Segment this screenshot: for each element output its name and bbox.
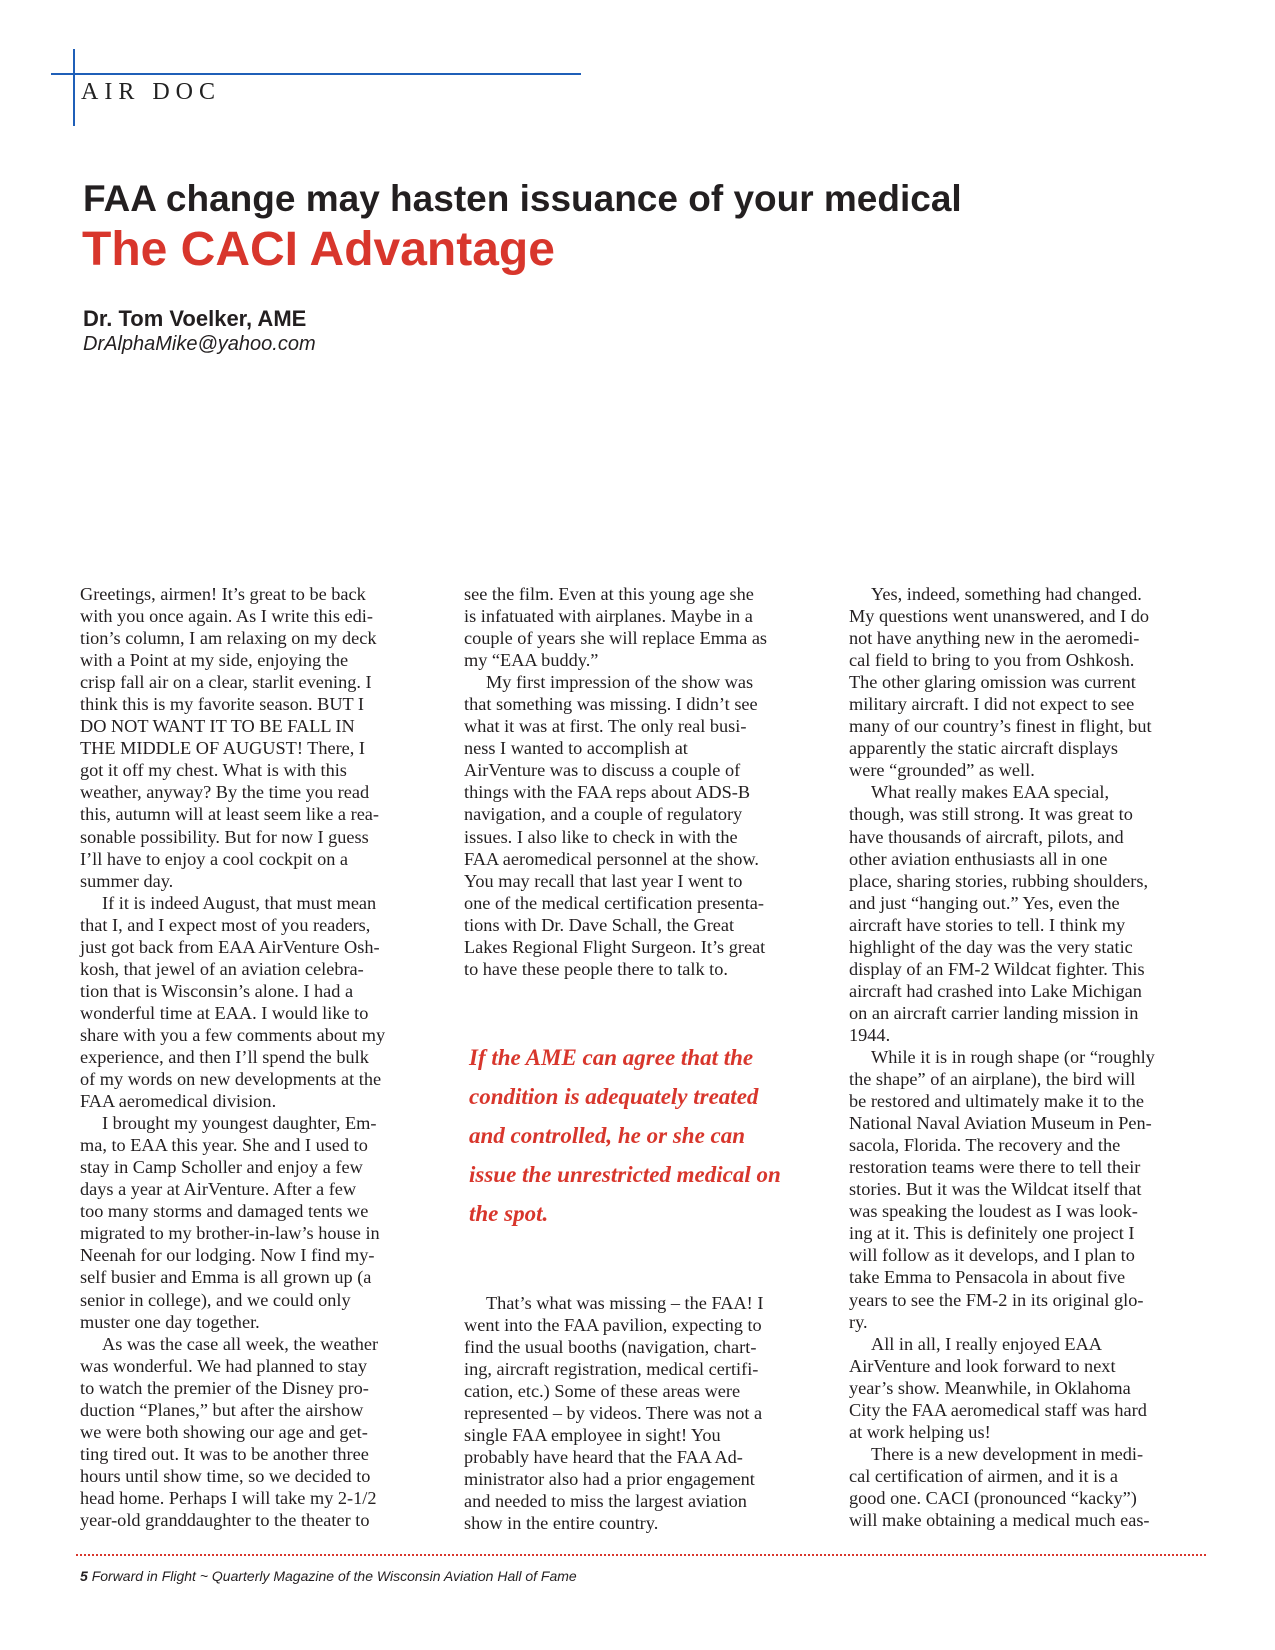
- text-line: ing at it. This is definitely one project I: [849, 1223, 1135, 1244]
- text-line: couple of years she will replace Emma as: [464, 628, 768, 649]
- text-line: tions with Dr. Dave Schall, the Great: [464, 914, 735, 935]
- text-line: issues. I also like to check in with the: [464, 826, 738, 847]
- text-line: too many storms and damaged tents we: [80, 1201, 369, 1222]
- text-line: ting tired out. It was to be another three: [80, 1443, 369, 1464]
- text-line: AirVenture and look forward to next: [849, 1355, 1116, 1376]
- text-line: While it is in rough shape (or “roughly: [871, 1046, 1155, 1067]
- text-line: will make obtaining a medical much eas-: [849, 1509, 1150, 1530]
- text-line: other aviation enthusiasts all in one: [849, 848, 1108, 869]
- magazine-name: Forward in Flight ~ Quarterly Magazine of the Wisconsin Aviation Hall of Fame: [91, 1568, 577, 1584]
- text-line: muster one day together.: [80, 1311, 260, 1332]
- text-line: ing, aircraft registration, medical certifi-: [464, 1359, 759, 1380]
- text-line: year-old granddaughter to the theater to: [80, 1509, 370, 1530]
- text-line: see the film. Even at this young age she: [464, 584, 754, 604]
- text-line: FAA aeromedical personnel at the show.: [464, 848, 759, 869]
- text-line: All in all, I really enjoyed EAA: [871, 1333, 1102, 1354]
- text-line: hours until show time, so we decided to: [80, 1465, 371, 1486]
- text-line: ry.: [849, 1311, 868, 1332]
- text-line: I brought my youngest daughter, Em-: [102, 1113, 377, 1134]
- text-line: my “EAA buddy.”: [464, 650, 599, 671]
- text-line: be restored and ultimately make it to the: [849, 1091, 1144, 1112]
- text-line: have thousands of aircraft, pilots, and: [849, 826, 1124, 847]
- text-line: though, was still strong. It was great to: [849, 804, 1133, 825]
- page-footer: [80, 1568, 577, 1584]
- text-line: As was the case all week, the weather: [102, 1333, 379, 1354]
- text-line: cal field to bring to you from Oshkosh.: [849, 650, 1135, 671]
- article-column-3: [849, 583, 1199, 1531]
- text-line: If it is indeed August, that must mean: [102, 892, 377, 913]
- text-line: Lakes Regional Flight Surgeon. It’s great: [464, 936, 766, 957]
- text-line: with a Point at my side, enjoying the: [80, 650, 349, 671]
- text-line: was speaking the loudest as I was look-: [849, 1201, 1138, 1222]
- text-line: highlight of the day was the very static: [849, 936, 1133, 957]
- text-line: and needed to miss the largest aviation: [464, 1491, 747, 1512]
- text-line: head home. Perhaps I will take my 2-1/2: [80, 1487, 377, 1508]
- text-line: good one. CACI (pronounced “kacky”): [849, 1487, 1137, 1508]
- text-line: DO NOT WANT IT TO BE FALL IN: [80, 716, 355, 737]
- text-line: and just “hanging out.” Yes, even the: [849, 892, 1120, 913]
- text-line: place, sharing stories, rubbing shoulders,: [849, 870, 1149, 891]
- text-line: stay in Camp Scholler and enjoy a few: [80, 1157, 363, 1178]
- text-line: with you once again. As I write this edi-: [80, 606, 373, 627]
- text-line: My first impression of the show was: [486, 672, 754, 693]
- pull-quote-line: the spot.: [469, 1201, 549, 1226]
- text-line: this, autumn will at least seem like a rea-: [80, 804, 380, 825]
- pull-quote-line: and controlled, he or she can: [469, 1123, 746, 1148]
- text-line: of my words on new developments at the: [80, 1069, 382, 1090]
- header-rule-horizontal: [51, 73, 581, 75]
- text-line: restoration teams were there to tell their: [849, 1157, 1141, 1178]
- text-line: days a year at AirVenture. After a few: [80, 1179, 357, 1200]
- text-line: cation, etc.) Some of these areas were: [464, 1381, 741, 1402]
- text-line: self busier and Emma is all grown up (a: [80, 1267, 372, 1288]
- text-line: summer day.: [80, 870, 174, 891]
- text-line: things with the FAA reps about ADS-B: [464, 782, 751, 803]
- text-line: You may recall that last year I went to: [464, 870, 743, 891]
- text-line: probably have heard that the FAA Ad-: [464, 1447, 743, 1468]
- text-line: military aircraft. I did not expect to see: [849, 694, 1135, 715]
- text-line: to have these people there to talk to.: [464, 958, 728, 979]
- text-line: was wonderful. We had planned to stay: [80, 1355, 368, 1376]
- pull-quote-line: condition is adequately treated: [469, 1084, 759, 1109]
- text-line: that something was missing. I didn’t see: [464, 694, 758, 715]
- text-line: we were both showing our age and get-: [80, 1421, 368, 1442]
- text-line: not have anything new in the aeromedi-: [849, 628, 1140, 649]
- text-line: FAA aeromedical division.: [80, 1091, 277, 1112]
- text-line: stories. But it was the Wildcat itself that: [849, 1179, 1142, 1200]
- text-line: apparently the static aircraft displays: [849, 738, 1119, 759]
- text-line: crisp fall air on a clear, starlit evening. I: [80, 672, 372, 693]
- article-title: The CACI Advantage: [82, 223, 555, 276]
- text-line: I’ll have to enjoy a cool cockpit on a: [80, 848, 349, 869]
- text-line: display of an FM-2 Wildcat fighter. This: [849, 958, 1145, 979]
- text-line: one of the medical certification presenta-: [464, 892, 764, 913]
- text-line: what it was at first. The only real busi-: [464, 716, 747, 737]
- text-line: The other glaring omission was current: [849, 672, 1136, 693]
- article-column-1: [80, 583, 430, 1531]
- text-line: tion’s column, I am relaxing on my deck: [80, 628, 377, 649]
- text-line: navigation, and a couple of regulatory: [464, 804, 743, 825]
- text-line: think this is my favorite season. BUT I: [80, 694, 365, 715]
- text-line: that I, and I expect most of you readers,: [80, 914, 371, 935]
- text-line: ness I wanted to accomplish at: [464, 738, 688, 759]
- text-line: wonderful time at EAA. I would like to: [80, 1002, 369, 1023]
- text-line: That’s what was missing – the FAA! I: [486, 1293, 764, 1313]
- text-line: What really makes EAA special,: [871, 782, 1110, 803]
- pull-quote-line: issue the unrestricted medical on: [469, 1162, 781, 1187]
- text-line: kosh, that jewel of an aviation celebra-: [80, 958, 364, 979]
- text-line: single FAA employee in sight! You: [464, 1425, 721, 1446]
- text-line: many of our country’s finest in flight, but: [849, 716, 1152, 737]
- text-line: Neenah for our lodging. Now I find my-: [80, 1245, 375, 1266]
- text-line: duction “Planes,” but after the airshow: [80, 1399, 364, 1420]
- text-line: got it off my chest. What is with this: [80, 760, 347, 781]
- author-email: DrAlphaMike@yahoo.com: [83, 333, 316, 355]
- text-line: is infatuated with airplanes. Maybe in a: [464, 606, 753, 627]
- text-line: were “grounded” as well.: [849, 760, 1035, 781]
- text-line: 1944.: [849, 1024, 891, 1045]
- text-line: to watch the premier of the Disney pro-: [80, 1377, 369, 1398]
- text-line: find the usual booths (navigation, chart-: [464, 1337, 757, 1358]
- text-line: the shape” of an airplane), the bird will: [849, 1069, 1136, 1090]
- text-line: went into the FAA pavilion, expecting to: [464, 1315, 762, 1336]
- text-line: take Emma to Pensacola in about five: [849, 1267, 1126, 1288]
- text-line: weather, anyway? By the time you read: [80, 782, 370, 803]
- text-line: tion that is Wisconsin’s alone. I had a: [80, 980, 354, 1001]
- text-line: experience, and then I’ll spend the bulk: [80, 1046, 369, 1067]
- text-line: Greetings, airmen! It’s great to be back: [80, 584, 366, 604]
- text-line: sonable possibility. But for now I guess: [80, 826, 369, 847]
- article-column-2-top: [464, 583, 814, 980]
- pull-quote: [469, 1038, 829, 1233]
- text-line: year’s show. Meanwhile, in Oklahoma: [849, 1377, 1131, 1398]
- text-line: AirVenture was to discuss a couple of: [464, 760, 741, 781]
- header-rule-vertical: [73, 49, 75, 126]
- article-headline: FAA change may hasten issuance of your medical: [83, 178, 962, 219]
- text-line: ministrator also had a prior engagement: [464, 1469, 755, 1490]
- text-line: THE MIDDLE OF AUGUST! There, I: [80, 738, 366, 759]
- text-line: National Naval Aviation Museum in Pen-: [849, 1113, 1152, 1134]
- text-line: represented – by videos. There was not a: [464, 1403, 763, 1424]
- page-number: 5: [80, 1568, 88, 1584]
- footer-divider: [76, 1554, 1206, 1556]
- text-line: at work helping us!: [849, 1421, 991, 1442]
- text-line: aircraft had crashed into Lake Michigan: [849, 980, 1142, 1001]
- text-line: on an aircraft carrier landing mission in: [849, 1002, 1139, 1023]
- section-label: AIR DOC: [81, 79, 222, 105]
- text-line: ma, to EAA this year. She and I used to: [80, 1135, 368, 1156]
- text-line: Yes, indeed, something had changed.: [871, 584, 1142, 604]
- text-line: just got back from EAA AirVenture Osh-: [80, 936, 380, 957]
- text-line: years to see the FM-2 in its original glo-: [849, 1289, 1144, 1310]
- author-name: Dr. Tom Voelker, AME: [83, 306, 307, 331]
- text-line: My questions went unanswered, and I do: [849, 606, 1150, 627]
- text-line: cal certification of airmen, and it is a: [849, 1465, 1119, 1486]
- pull-quote-line: If the AME can agree that the: [469, 1045, 754, 1070]
- text-line: City the FAA aeromedical staff was hard: [849, 1399, 1147, 1420]
- text-line: show in the entire country.: [464, 1513, 659, 1534]
- text-line: senior in college), and we could only: [80, 1289, 351, 1310]
- text-line: migrated to my brother-in-law’s house in: [80, 1223, 380, 1244]
- text-line: There is a new development in medi-: [871, 1443, 1144, 1464]
- text-line: sacola, Florida. The recovery and the: [849, 1135, 1121, 1156]
- article-column-2-bottom: [464, 1292, 814, 1535]
- text-line: will follow as it develops, and I plan to: [849, 1245, 1135, 1266]
- text-line: share with you a few comments about my: [80, 1024, 386, 1045]
- text-line: aircraft have stories to tell. I think my: [849, 914, 1126, 935]
